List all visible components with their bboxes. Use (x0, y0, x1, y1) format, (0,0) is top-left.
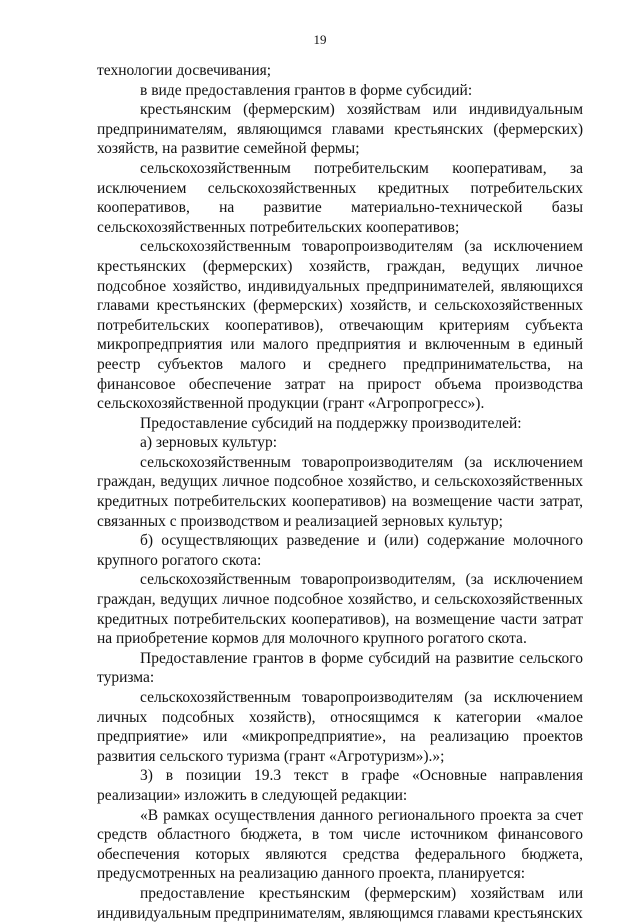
paragraph-producer-subsidies: Предоставление субсидий на поддержку производителей: (140, 414, 522, 432)
paragraph-agrotourism: сельскохозяйственным товаропроизводителям (за исключением личных подсобных хозяйств), относящимся к категории «малое предприятие» или «микропредприятие», на реализацию проектов развития сельского туризма (грант «Агротуризм»).»; (97, 689, 583, 765)
paragraph-grants-intro: в виде предоставления грантов в форме субсидий: (140, 81, 473, 99)
document-body (97, 61, 583, 923)
paragraph-dairy-producers: сельскохозяйственным товаропроизводителям, (за исключением граждан, ведущих личное подсобное хозяйство, и сельскохозяйственных кредитных потребительских кооперативов), на возмещение части затрат на приобретение кормов для молочного крупного рогатого скота. (97, 571, 583, 648)
paragraph-grain-heading: а) зерновых культур: (140, 434, 278, 452)
paragraph-dairy-heading: б) осуществляющих разведение и (или) содержание молочного крупного рогатого скота: (97, 532, 583, 569)
paragraph-provision: предоставление крестьянским (фермерским) хозяйствам или индивидуальным предпринимателям, являющимся главами крестьянских (97, 884, 583, 922)
paragraph-position-19-3: 3) в позиции 19.3 текст в графе «Основные направления реализации» изложить в следующей редакции: (97, 767, 583, 804)
paragraph-family-farm: крестьянским (фермерским) хозяйствам или индивидуальным предпринимателям, являющимся главами крестьянских (фермерских) хозяйств, на развитие семейной фермы; (97, 101, 583, 158)
paragraph-cooperatives: сельскохозяйственным потребительским кооперативам, за исключением сельскохозяйственных кредитных потребительских кооперативов, на развитие материально-технической базы сельскохозяйственных потребительских кооперативов; (97, 159, 583, 236)
paragraph-grain-producers: сельскохозяйственным товаропроизводителям (за исключением граждан, ведущих личное подсобное хозяйство, и сельскохозяйственных кредитных потребительских кооперативов) на возмещение части затрат, связанных с производством и реализацией зерновых культур; (97, 453, 583, 530)
paragraph-continuation: технологии досвечивания; (97, 62, 272, 79)
paragraph-rural-tourism: Предоставление грантов в форме субсидий на развитие сельского туризма: (97, 649, 583, 687)
paragraph-agroprogress: сельскохозяйственным товаропроизводителям (за исключением крестьянских (фермерских) хозяйств, граждан, ведущих личное подсобное хозяйство, индивидуальных предпринимателей, являющихся главами крестьянских (фермерских) хозяйств, и сельскохозяйственных потребительских кооперативов), отвечающим критериям субъекта микропредприятия или малого предприятия и включенным в единый реестр субъектов малого и среднего предпринимательства, на финансовое обеспечение затрат на прирост объема производства сельскохозяйственной продукции (грант «Агропрогресс»). (97, 238, 583, 413)
paragraph-regional-project: «В рамках осуществления данного регионального проекта за счет средств областного бюджета, в том числе источником финансового обеспечения которых являются средства федерального бюджета, предусмотренных на реализацию данного проекта, планируется: (97, 806, 583, 883)
page-number: 19 (313, 32, 327, 47)
